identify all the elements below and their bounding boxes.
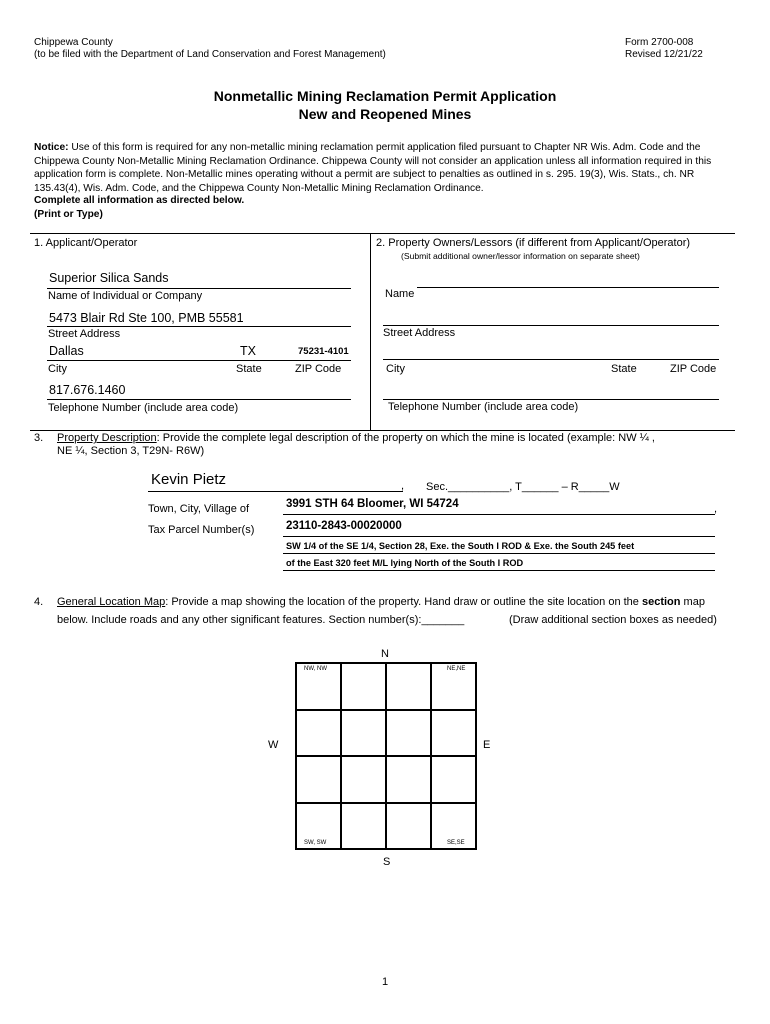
notice-text: Use of this form is required for any non-metallic mining reclamation permit application filed pursuant to Chapter NR Wis. Adm. Code and the Chippewa County Non-Metallic Mining Reclamation Ordinance. Chippewa County will not consider an application unless all information required in this application form is complete. Non-Metallic mines operating without a permit are subject to penalties as outlined in s. 295. 19(3), Wis. Stats., ch. NR 135.43(4), Wis. Adm. Code, and the Chippewa County Non-Metallic Mining Reclamation Ordinance. — [34, 142, 712, 194]
grid-cell-se-se[interactable] — [431, 803, 476, 850]
grid-cell[interactable] — [431, 710, 476, 757]
tax-parcel-label: Tax Parcel Number(s) — [148, 524, 255, 536]
form-number: Form 2700-008 — [625, 37, 694, 48]
applicant-zip-label: ZIP Code — [295, 363, 342, 375]
section-divider — [370, 233, 371, 430]
county-name: Chippewa County — [34, 37, 113, 48]
grid-cell[interactable] — [386, 710, 431, 757]
property-owner-comma: , — [401, 480, 405, 492]
owner-name-underline[interactable] — [417, 287, 719, 288]
page-subtitle: New and Reopened Mines — [298, 106, 472, 122]
location-map-line2 — [57, 614, 464, 626]
grid-cell[interactable] — [296, 710, 341, 757]
owner-heading: 2. Property Owners/Lessors (if different from Applicant/Operator) — [376, 237, 691, 249]
property-section-number: 3. — [34, 432, 44, 444]
section-map-grid[interactable] — [295, 662, 477, 850]
applicant-name-label: Name of Individual or Company — [48, 290, 203, 302]
tax-parcel-value[interactable]: 23110-2843-00020000 — [286, 520, 402, 532]
notice-paragraph — [34, 141, 734, 195]
location-map-label: General Location Map — [57, 596, 166, 608]
se-se-label: SE,SE — [447, 840, 465, 846]
location-map-instructions: : Provide a map showing the location of the property. Hand draw or outline the site location on the — [165, 596, 642, 608]
location-map-bold: section — [641, 596, 681, 608]
owner-street-label: Street Address — [383, 327, 456, 339]
applicant-city-value[interactable]: Dallas — [49, 344, 84, 358]
applicant-state-value[interactable]: TX — [240, 344, 256, 358]
applicant-street-label: Street Address — [48, 328, 121, 340]
nw-nw-label: NW, NW — [304, 666, 327, 672]
compass-west: W — [268, 739, 279, 751]
applicant-zip-value[interactable]: 75231-4101 — [298, 346, 349, 357]
applicant-state-label: State — [236, 363, 262, 375]
location-map-instructions-end: map — [680, 596, 705, 608]
ne-ne-label: NE,NE — [447, 666, 466, 672]
sw-sw-label: SW, SW — [304, 840, 327, 846]
filed-with-note: (to be filed with the Department of Land Conservation and Forest Management) — [34, 49, 386, 60]
property-description-instructions: : Provide the complete legal description of the property on which the mine is located (example: NW ¼ , — [156, 432, 655, 444]
additional-boxes-note: (Draw additional section boxes as needed) — [509, 614, 717, 626]
section-number-prompt: below. Include roads and any other significant features. Section number(s): — [57, 614, 422, 626]
grid-cell[interactable] — [386, 663, 431, 710]
applicant-city-underline — [47, 360, 351, 361]
grid-cell[interactable] — [341, 710, 386, 757]
tax-parcel-underline — [283, 536, 715, 537]
owner-zip-label: ZIP Code — [670, 363, 717, 375]
property-owner-underline — [148, 491, 403, 492]
section-top-rule — [30, 233, 735, 234]
legal-line2-underline — [283, 570, 715, 571]
grid-cell[interactable] — [341, 756, 386, 803]
print-instruction: (Print or Type) — [34, 209, 103, 220]
property-description-example: NE ¼, Section 3, T29N- R6W) — [57, 445, 205, 457]
page-title: Nonmetallic Mining Reclamation Permit Application — [213, 88, 557, 104]
property-description-text — [57, 432, 655, 444]
section-township-range[interactable]: Sec.__________, T______ – R_____W — [426, 481, 620, 493]
applicant-street-value[interactable]: 5473 Blair Rd Ste 100, PMB 55581 — [49, 311, 244, 325]
owner-street-underline[interactable] — [383, 325, 719, 326]
legal-description-line2[interactable]: of the East 320 feet M/L lying North of the South I ROD — [286, 558, 524, 568]
grid-cell[interactable] — [296, 756, 341, 803]
town-underline — [283, 514, 715, 515]
location-map-text — [57, 596, 705, 608]
owner-city-underline[interactable] — [383, 359, 719, 360]
applicant-heading: 1. Applicant/Operator — [34, 237, 138, 249]
owner-city-label: City — [386, 363, 405, 375]
owner-phone-label: Telephone Number (include area code) — [388, 401, 579, 413]
complete-instruction: Complete all information as directed below. — [34, 195, 245, 206]
section-bottom-rule — [30, 430, 735, 431]
town-value[interactable]: 3991 STH 64 Bloomer, WI 54724 — [286, 498, 459, 510]
compass-east: E — [483, 739, 491, 751]
legal-line1-underline — [283, 553, 715, 554]
applicant-city-label: City — [48, 363, 67, 375]
revised-date: Revised 12/21/22 — [625, 49, 703, 60]
town-comma: , — [714, 503, 718, 515]
owner-phone-underline[interactable] — [383, 399, 719, 400]
compass-south: S — [383, 856, 391, 868]
grid-cell-nw-nw[interactable] — [296, 663, 341, 710]
property-description-label: Property Description — [57, 432, 157, 444]
legal-description-line1[interactable]: SW 1/4 of the SE 1/4, Section 28, Exe. the South I ROD & Exe. the South 245 feet — [286, 541, 635, 551]
grid-cell[interactable] — [341, 803, 386, 850]
notice-label: Notice: — [34, 142, 69, 153]
applicant-name-underline — [47, 288, 351, 289]
applicant-phone-value[interactable]: 817.676.1460 — [49, 383, 126, 397]
location-section-number: 4. — [34, 596, 44, 608]
grid-cell[interactable] — [386, 756, 431, 803]
owner-state-label: State — [611, 363, 637, 375]
applicant-name-value[interactable]: Superior Silica Sands — [49, 271, 169, 285]
applicant-phone-label: Telephone Number (include area code) — [48, 402, 239, 414]
section-number-blank[interactable]: _______ — [421, 614, 465, 626]
owner-subheading: (Submit additional owner/lessor information on separate sheet) — [401, 251, 640, 261]
grid-cell[interactable] — [341, 663, 386, 710]
grid-cell-sw-sw[interactable] — [296, 803, 341, 850]
town-label: Town, City, Village of — [148, 503, 250, 515]
page-number: 1 — [382, 976, 389, 988]
applicant-phone-underline — [47, 399, 351, 400]
compass-north: N — [381, 648, 389, 660]
grid-cell[interactable] — [431, 756, 476, 803]
grid-cell[interactable] — [386, 803, 431, 850]
grid-cell-ne-ne[interactable] — [431, 663, 476, 710]
applicant-street-underline — [47, 326, 351, 327]
property-owner-value[interactable]: Kevin Pietz — [151, 471, 227, 488]
owner-name-label: Name — [385, 288, 415, 300]
